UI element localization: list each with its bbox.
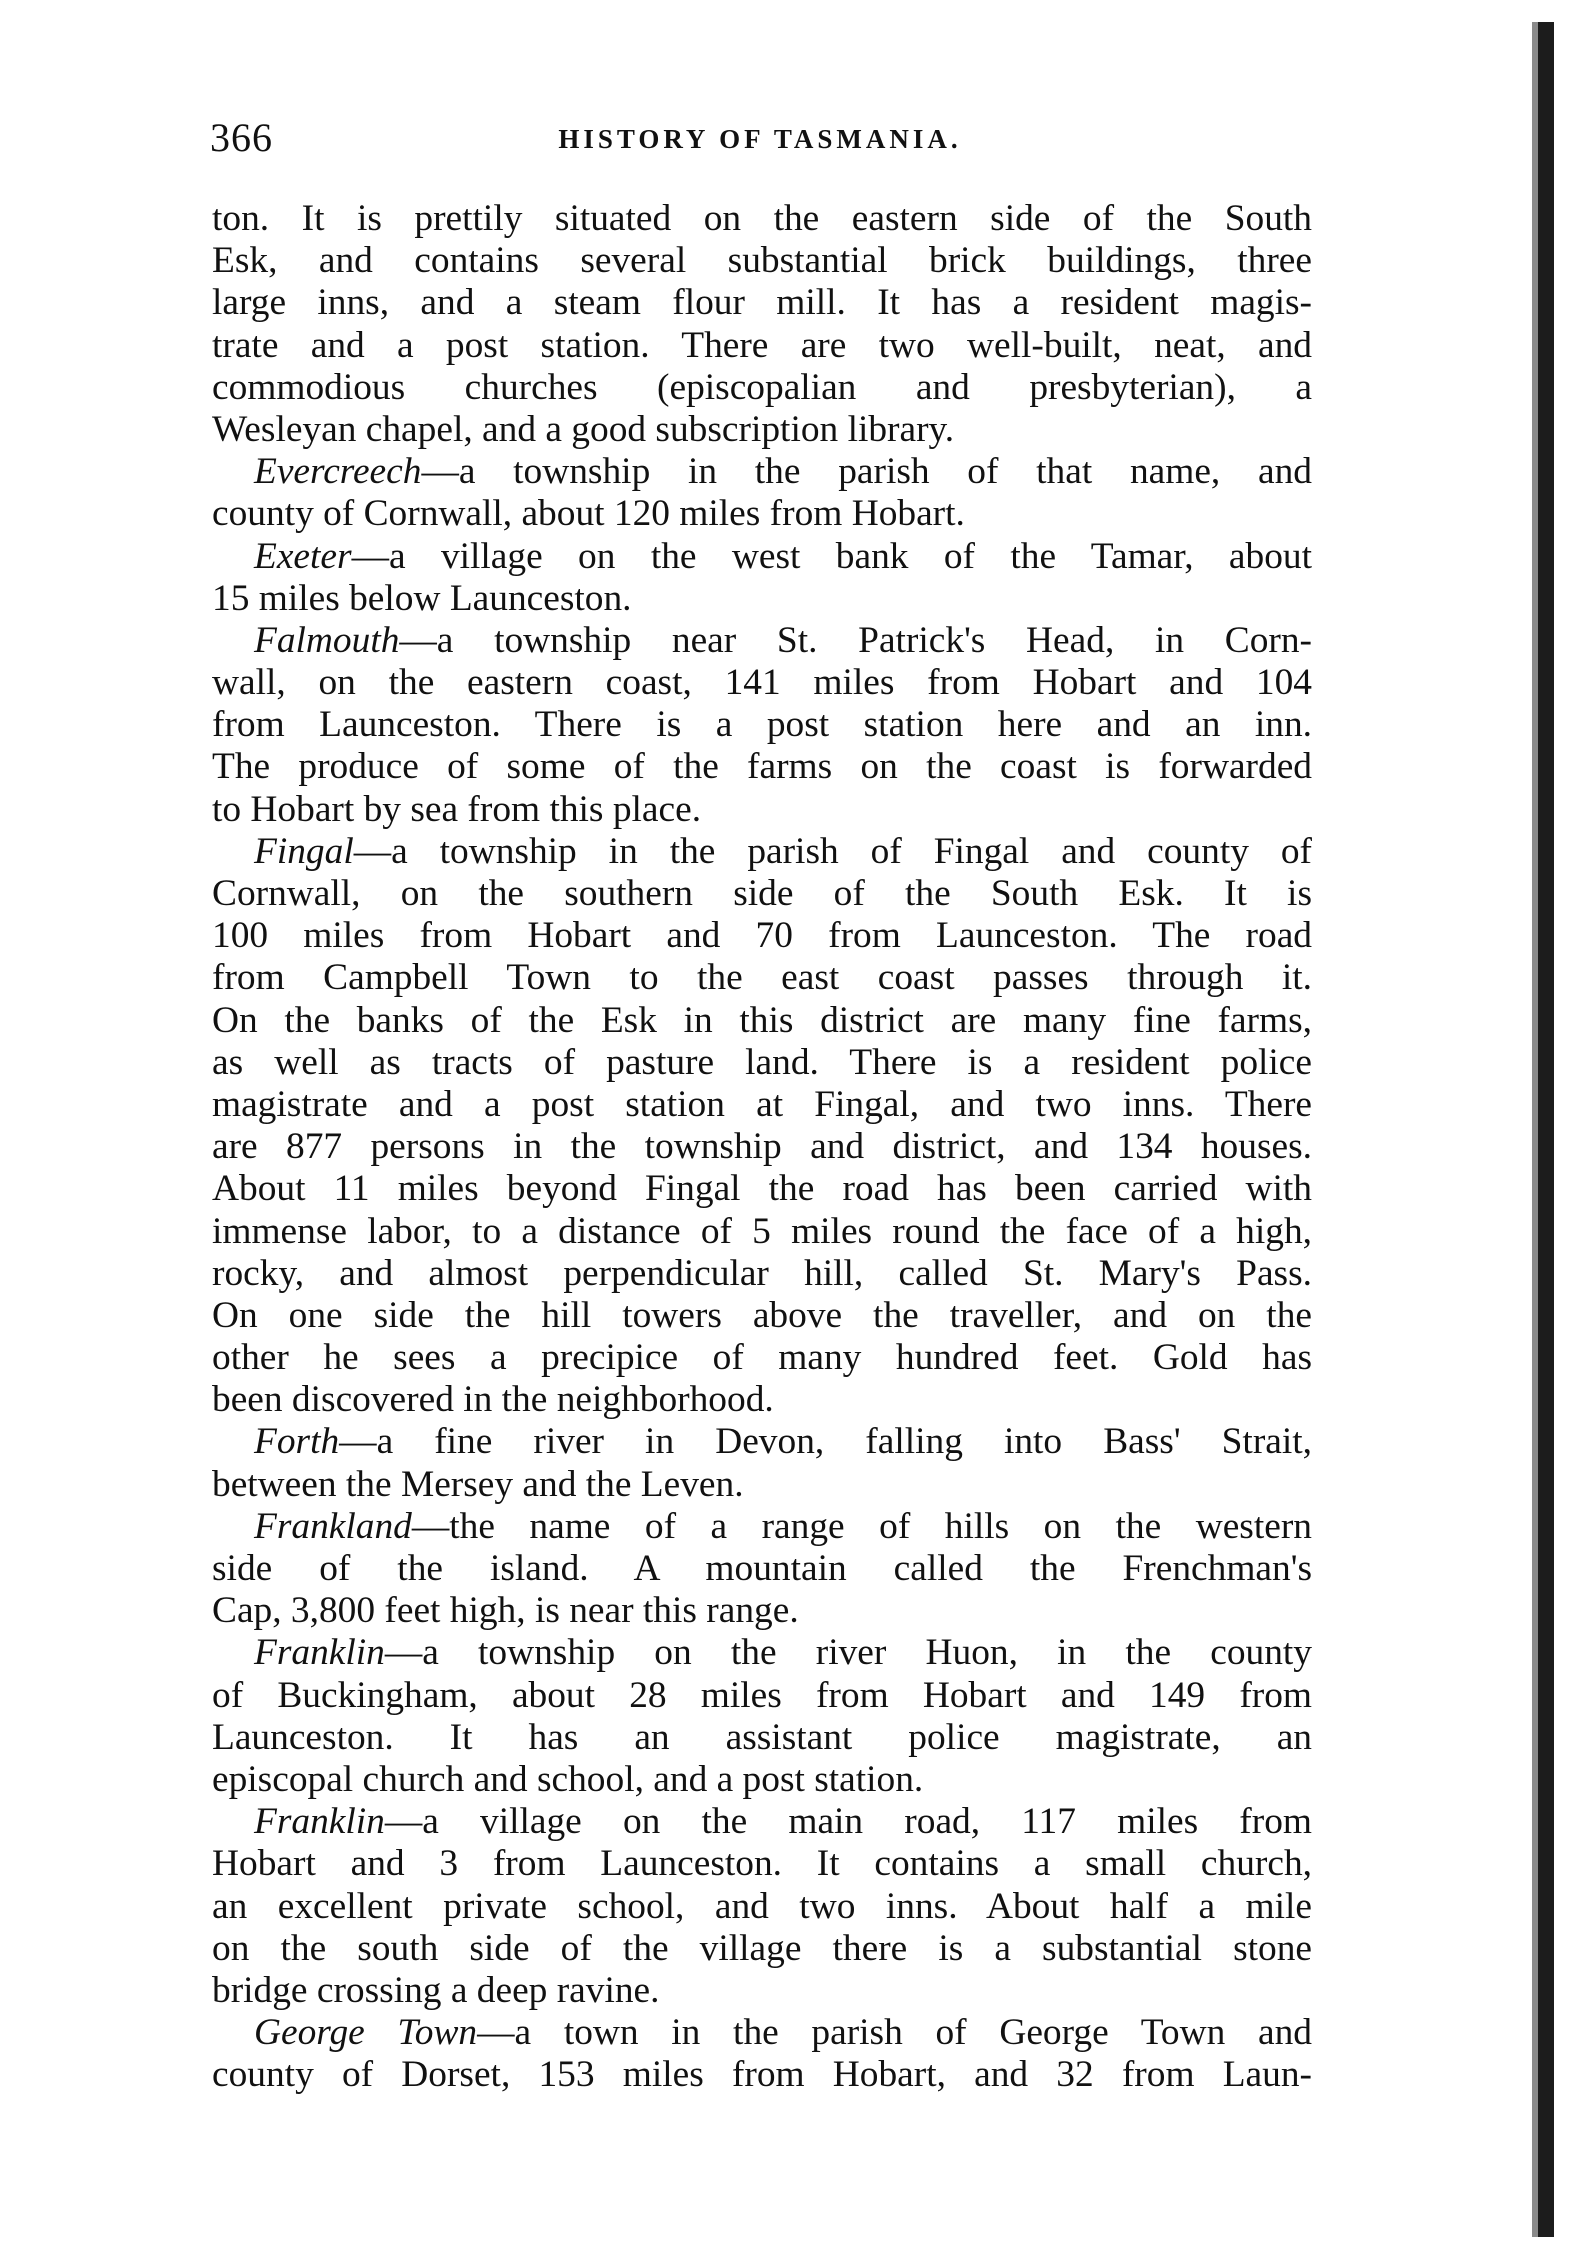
text-line xyxy=(212,409,1312,451)
line-text: from Campbell Town to the east coast passes through it. xyxy=(212,957,1312,999)
line-text: of Buckingham, about 28 miles from Hobart and 149 from xyxy=(212,1674,1312,1716)
text-line xyxy=(212,789,1312,831)
line-text: wall, on the eastern coast, 141 miles from Hobart and 104 xyxy=(212,662,1312,704)
line-text: —a township in the parish of that name, and xyxy=(421,451,1312,493)
text-line xyxy=(212,1337,1312,1379)
text-line xyxy=(212,1000,1312,1042)
entry-term: George Town xyxy=(254,2012,478,2054)
text-line xyxy=(212,1759,1312,1801)
text-line xyxy=(212,1801,1312,1843)
text-line xyxy=(212,1379,1312,1421)
line-text: other he sees a precipice of many hundred feet. Gold has xyxy=(212,1337,1312,1379)
line-text: On one side the hill towers above the traveller, and on the xyxy=(212,1294,1312,1336)
text-line xyxy=(212,662,1312,704)
line-text: county of Dorset, 153 miles from Hobart, and 32 from Laun- xyxy=(212,2054,1312,2096)
text-line xyxy=(212,1548,1312,1590)
entry-term: Forth xyxy=(254,1421,340,1463)
text-line xyxy=(212,367,1312,409)
entry-term: Franklin xyxy=(254,1632,385,1674)
line-text: —a town in the parish of George Town and xyxy=(477,2012,1312,2054)
line-text: On the banks of the Esk in this district are many fine farms, xyxy=(212,999,1312,1041)
text-line xyxy=(212,1421,1312,1463)
line-text: magistrate and a post station at Fingal, and two inns. There xyxy=(212,1083,1312,1125)
line-text: to Hobart by sea from this place. xyxy=(212,788,702,830)
line-text: large inns, and a steam flour mill. It has a resident magis- xyxy=(212,282,1312,324)
line-text: ton. It is prettily situated on the eastern side of the South xyxy=(212,198,1312,239)
text-line xyxy=(212,1168,1312,1210)
line-text: —a village on the main road, 117 miles from xyxy=(384,1801,1312,1843)
text-line xyxy=(212,282,1312,324)
text-line xyxy=(212,1928,1312,1970)
text-line xyxy=(212,325,1312,367)
line-text: —a township in the parish of Fingal and county of xyxy=(353,830,1312,872)
text-line xyxy=(212,198,1312,240)
text-line xyxy=(212,1253,1312,1295)
entry-term: Franklin xyxy=(254,1801,385,1843)
binding-edge xyxy=(1538,22,1554,2237)
line-text: Hobart and 3 from Launceston. It contains a small church, xyxy=(212,1843,1312,1885)
line-text: from Launceston. There is a post station here and an inn. xyxy=(212,704,1312,746)
text-line xyxy=(212,831,1312,873)
line-text: are 877 persons in the township and district, and 134 houses. xyxy=(212,1126,1312,1168)
text-line xyxy=(212,1590,1312,1632)
text-line xyxy=(212,1717,1312,1759)
text-line xyxy=(212,493,1312,535)
line-text: 100 miles from Hobart and 70 from Launceston. The road xyxy=(212,915,1312,957)
line-text: on the south side of the village there is a substantial stone xyxy=(212,1927,1312,1969)
line-text: Launceston. It has an assistant police magistrate, an xyxy=(212,1716,1312,1758)
line-text: About 11 miles beyond Fingal the road has been carried with xyxy=(212,1168,1312,1210)
gazetteer-text xyxy=(212,198,1312,2096)
text-line xyxy=(212,915,1312,957)
line-text: —a township on the river Huon, in the county xyxy=(384,1632,1312,1674)
entry-term: Evercreech xyxy=(254,451,422,493)
text-line xyxy=(212,1632,1312,1674)
text-line xyxy=(212,1464,1312,1506)
line-text: —a village on the west bank of the Tamar, about xyxy=(351,535,1312,577)
entry-term: Falmouth xyxy=(254,619,400,661)
running-head: HISTORY OF TASMANIA. xyxy=(558,124,962,154)
line-text: county of Cornwall, about 120 miles from Hobart. xyxy=(212,493,965,535)
line-text: episcopal church and school, and a post station. xyxy=(212,1758,924,1800)
text-line xyxy=(212,957,1312,999)
entry-term: Exeter xyxy=(254,535,352,577)
line-text: been discovered in the neighborhood. xyxy=(212,1379,774,1421)
line-text: as well as tracts of pasture land. There is a resident police xyxy=(212,1041,1312,1083)
text-line xyxy=(212,1506,1312,1548)
text-line xyxy=(212,1211,1312,1253)
line-text: between the Mersey and the Leven. xyxy=(212,1463,744,1505)
line-text: 15 miles below Launceston. xyxy=(212,577,632,619)
text-line xyxy=(212,578,1312,620)
line-text: Cap, 3,800 feet high, is near this range. xyxy=(212,1590,799,1632)
page-number: 366 xyxy=(210,115,273,160)
line-text: Cornwall, on the southern side of the South Esk. It is xyxy=(212,873,1312,914)
line-text: —the name of a range of hills on the western xyxy=(411,1505,1312,1547)
text-line xyxy=(212,536,1312,578)
text-line xyxy=(212,1042,1312,1084)
line-text: Wesleyan chapel, and a good subscription library. xyxy=(212,408,955,450)
text-line xyxy=(212,1886,1312,1928)
text-line xyxy=(212,1970,1312,2012)
text-line xyxy=(212,873,1312,915)
line-text: Esk, and contains several substantial brick buildings, three xyxy=(212,240,1312,282)
line-text: —a township near St. Patrick's Head, in Corn- xyxy=(399,619,1312,661)
text-line xyxy=(212,746,1312,788)
text-line xyxy=(212,1084,1312,1126)
text-line xyxy=(212,2012,1312,2054)
line-text: an excellent private school, and two inns. About half a mile xyxy=(212,1885,1312,1927)
line-text: trate and a post station. There are two well-built, neat, and xyxy=(212,324,1312,366)
line-text: The produce of some of the farms on the coast is forwarded xyxy=(212,746,1312,788)
text-line xyxy=(212,1675,1312,1717)
line-text: commodious churches (episcopalian and presbyterian), a xyxy=(212,366,1312,408)
text-line xyxy=(212,1126,1312,1168)
text-line xyxy=(212,704,1312,746)
page-header xyxy=(210,108,1310,168)
text-line xyxy=(212,2054,1312,2096)
entry-term: Frankland xyxy=(254,1505,412,1547)
line-text: immense labor, to a distance of 5 miles round the face of a high, xyxy=(212,1210,1312,1252)
text-line xyxy=(212,451,1312,493)
entry-term: Fingal xyxy=(254,830,354,872)
text-line xyxy=(212,1843,1312,1885)
line-text: bridge crossing a deep ravine. xyxy=(212,1969,660,2011)
line-text: side of the island. A mountain called the Frenchman's xyxy=(212,1548,1312,1589)
text-line xyxy=(212,620,1312,662)
text-line xyxy=(212,240,1312,282)
line-text: —a fine river in Devon, falling into Bass' Strait, xyxy=(339,1421,1312,1463)
text-line xyxy=(212,1295,1312,1337)
line-text: rocky, and almost perpendicular hill, called St. Mary's Pass. xyxy=(212,1252,1312,1294)
